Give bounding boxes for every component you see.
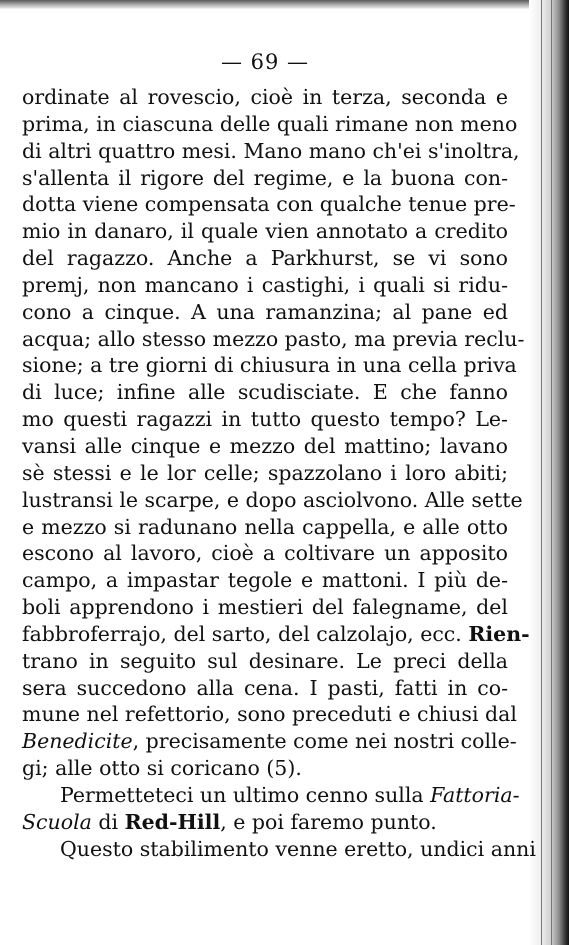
text-segment: boli apprendono i mestieri del falegname, del — [22, 595, 508, 620]
text-line — [22, 84, 508, 111]
gutter-line — [541, 0, 542, 945]
text-segment: , e poi faremo punto. — [220, 809, 437, 834]
text-segment: acqua; allo stesso mezzo pasto, ma previa reclu- — [22, 326, 525, 351]
text-segment: vansi alle cinque e mezzo del mattino; lavano — [22, 433, 508, 458]
italic-text: Scuola — [22, 809, 92, 834]
text-line — [22, 245, 508, 272]
bold-text: Rien- — [468, 621, 530, 646]
text-segment: campo, a impastar tegole e mattoni. I più de- — [22, 568, 508, 593]
text-segment: , precisamente come nei nostri colle- — [132, 729, 517, 754]
text-line — [22, 621, 530, 648]
text-line — [22, 352, 517, 379]
text-body — [22, 84, 536, 862]
text-segment: fabbroferrajo, del sarto, del calzolajo, ecc. — [22, 621, 469, 646]
text-segment: escono al lavoro, cioè a coltivare un apposito — [22, 541, 508, 566]
text-segment: e mezzo si radunano nella cappella, e alle otto — [22, 514, 508, 539]
text-line — [22, 594, 508, 621]
text-line — [22, 567, 508, 594]
text-segment: premj, non mancano i castighi, i quali si ridu- — [22, 272, 508, 297]
text-line — [22, 406, 508, 433]
text-segment: lustransi le scarpe, e dopo asciolvono. Alle sette — [22, 487, 523, 512]
text-segment: Permetteteci un ultimo cenno sulla — [60, 782, 431, 807]
text-line — [22, 165, 508, 192]
text-segment: di — [91, 809, 125, 834]
text-line — [22, 487, 523, 514]
text-segment: s'allenta il rigore del regime, e la buona con- — [22, 165, 508, 190]
text-line — [22, 272, 508, 299]
paragraph — [22, 836, 536, 863]
text-segment: sera succedono alla cena. I pasti, fatti in co- — [22, 675, 508, 700]
text-segment: Questo stabilimento venne eretto, undici anni — [60, 836, 536, 861]
text-segment: gi; alle otto si coricano (5). — [22, 756, 302, 781]
text-line — [22, 514, 508, 541]
text-segment: di altri quattro mesi. Mano mano ch'ei s'inoltra, — [22, 138, 520, 163]
text-line — [22, 728, 517, 755]
text-segment: dotta viene compensata con qualche tenue pre- — [22, 192, 516, 217]
text-line — [22, 111, 518, 138]
text-segment: ordinate al rovescio, cioè in terza, seconda e — [22, 85, 508, 109]
book-gutter — [529, 0, 569, 945]
page-content — [22, 48, 536, 862]
paragraph — [22, 782, 520, 836]
text-segment: mo questi ragazzi in tutto questo tempo? Le- — [22, 407, 508, 432]
page-number: — 69 — — [220, 50, 310, 74]
text-line — [22, 326, 525, 353]
text-line — [22, 675, 508, 702]
text-line — [22, 379, 508, 406]
text-segment: prima, in ciascuna delle quali rimane non meno — [22, 111, 518, 136]
text-segment: di luce; infine alle scudisciate. E che fanno — [22, 380, 508, 405]
text-line — [22, 218, 508, 245]
italic-text: Benedicite — [22, 729, 133, 754]
text-line — [22, 433, 508, 460]
text-segment: sè stessi e le lor celle; spazzolano i loro abiti; — [22, 460, 508, 485]
text-line — [22, 755, 508, 782]
text-line — [22, 782, 520, 809]
bold-text: Red-Hill — [124, 809, 221, 834]
text-segment: cono a cinque. A una ramanzina; al pane ed — [22, 299, 508, 324]
text-line — [22, 299, 508, 326]
text-segment: del ragazzo. Anche a Parkhurst, se vi sono — [22, 246, 508, 271]
text-line — [22, 460, 508, 487]
page-top-edge — [0, 0, 569, 9]
text-line — [22, 138, 520, 165]
text-segment: sione; a tre giorni di chiusura in una cella priva — [22, 353, 517, 378]
italic-text: Fattoria- — [430, 782, 520, 807]
text-line — [22, 191, 516, 218]
gutter-line — [551, 0, 552, 945]
paragraph — [22, 84, 530, 782]
text-line — [22, 648, 508, 675]
text-line — [22, 836, 536, 863]
text-line — [22, 540, 508, 567]
text-line — [22, 809, 508, 836]
text-segment: mune nel refettorio, sono preceduti e chiusi dal — [22, 702, 517, 727]
text-segment: mio in danaro, il quale vien annotato a credito — [22, 219, 508, 244]
text-segment: trano in seguito sul desinare. Le preci della — [22, 648, 508, 673]
text-line — [22, 701, 517, 728]
